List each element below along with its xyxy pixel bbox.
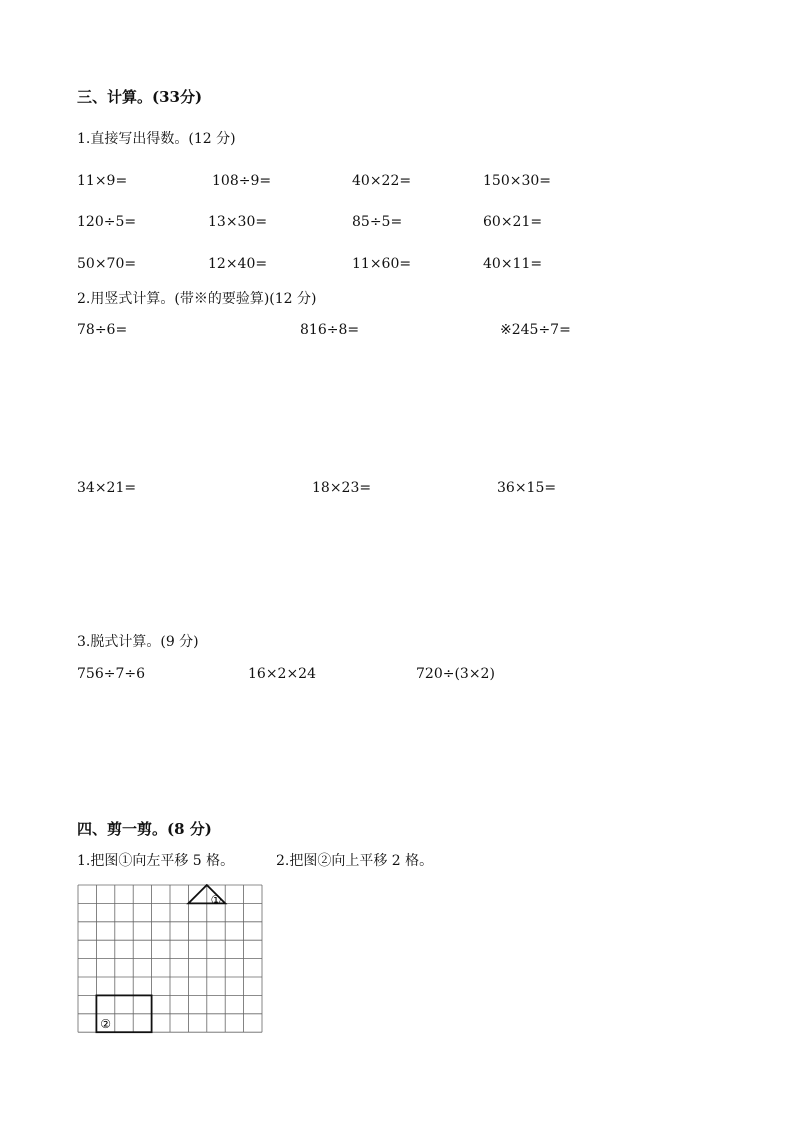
q2-item: 78÷6= bbox=[77, 322, 128, 338]
q2-item: 34×21= bbox=[77, 480, 137, 496]
section3-heading: 三、计算。(33分) bbox=[77, 88, 203, 106]
section4-heading: 四、剪一剪。(8 分) bbox=[77, 820, 212, 838]
q1-item: 60×21= bbox=[483, 214, 543, 230]
q3-title: 3.脱式计算。(9 分) bbox=[77, 634, 199, 650]
instruction-1: 1.把图①向左平移 5 格。 bbox=[77, 853, 235, 869]
q3-item: 720÷(3×2) bbox=[416, 666, 495, 682]
figure-1-label: ① bbox=[210, 893, 222, 908]
q1-item: 13×30= bbox=[208, 214, 268, 230]
q1-item: 40×22= bbox=[352, 173, 412, 189]
instruction-2: 2.把图②向上平移 2 格。 bbox=[276, 853, 434, 869]
q1-item: 85÷5= bbox=[352, 214, 403, 230]
q3-item: 16×2×24 bbox=[248, 666, 316, 682]
q1-item: 108÷9= bbox=[212, 173, 272, 189]
q3-item: 756÷7÷6 bbox=[77, 666, 145, 682]
q2-item: 816÷8= bbox=[300, 322, 360, 338]
q2-item: ※245÷7= bbox=[500, 322, 571, 338]
q1-item: 11×9= bbox=[77, 173, 128, 189]
q2-title: 2.用竖式计算。(带※的要验算)(12 分) bbox=[77, 291, 317, 307]
q1-title: 1.直接写出得数。(12 分) bbox=[77, 131, 236, 147]
q2-item: 18×23= bbox=[312, 480, 372, 496]
q1-item: 120÷5= bbox=[77, 214, 137, 230]
square-grid bbox=[77, 884, 263, 1034]
q1-item: 40×11= bbox=[483, 256, 543, 272]
figure-2-label: ② bbox=[100, 1017, 111, 1031]
q1-item: 50×70= bbox=[77, 256, 137, 272]
q1-item: 150×30= bbox=[483, 173, 551, 189]
q1-item: 12×40= bbox=[208, 256, 268, 272]
q1-item: 11×60= bbox=[352, 256, 412, 272]
q2-item: 36×15= bbox=[497, 480, 557, 496]
